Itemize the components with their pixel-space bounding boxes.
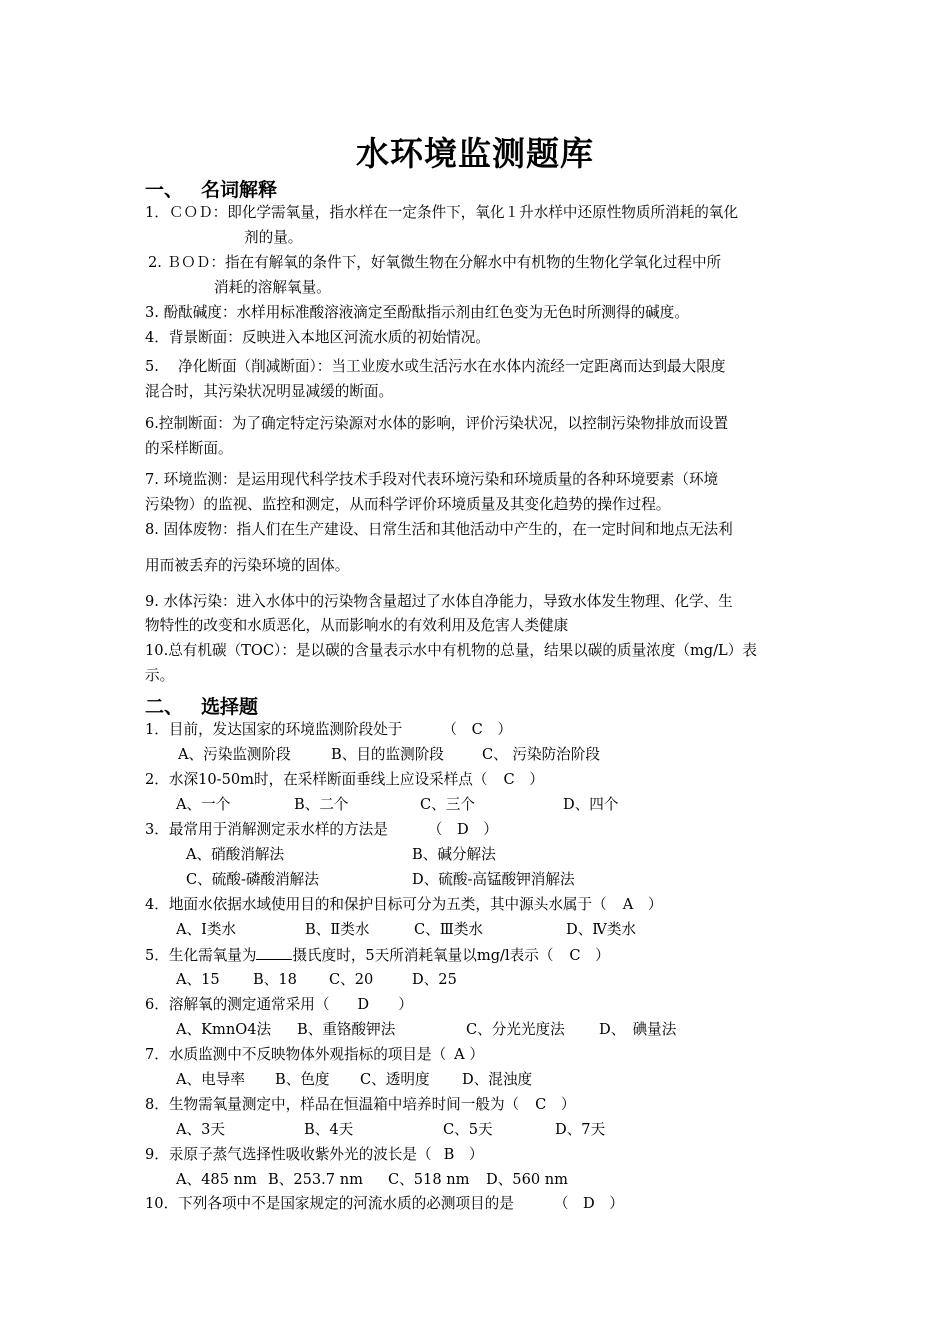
definition-9-line1: 9. 水体污染：进入水体中的污染物含量超过了水体自净能力，导致水体发生物理、化学、生 [145, 593, 733, 610]
definition-3: 3. 酚酞碱度：水样用标准酸溶液滴定至酚酞指示剂由红色变为无色时所测得的碱度。 [145, 304, 689, 321]
definition-7-line2: 污染物）的监视、监控和测定，从而科学评价环境质量及其变化趋势的操作过程。 [145, 496, 671, 513]
definition-2-line2: 消耗的溶解氧量。 [214, 279, 331, 296]
question-text: 6．溶解氧的测定通常采用（ [145, 996, 330, 1013]
section-number: 一、 [145, 179, 184, 201]
option-a: A、污染监测阶段 [178, 746, 291, 763]
question-7 [145, 1045, 484, 1065]
definition-8-line2: 用而被丢弃的污染环境的固体。 [145, 557, 350, 574]
definition-10-line1: 10.总有机碳（TOC）：是以碳的含量表示水中有机物的总量，结果以碳的质量浓度（mg/L）表 [145, 642, 757, 659]
option-b: B、目的监测阶段 [331, 746, 444, 763]
definition-1-line2: 剂的量。 [244, 229, 303, 246]
section-label: 选择题 [201, 696, 259, 718]
option-b: B、4天 [304, 1121, 354, 1138]
option-b: B、二个 [294, 796, 349, 813]
option-d: D、25 [412, 971, 457, 988]
option-c: C、20 [329, 971, 374, 988]
fill-blank [256, 945, 292, 960]
definition-8-line1: 8. 固体废物：指人们在生产建设、日常生活和其他活动中产生的，在一定时间和地点无法利 [145, 521, 733, 538]
option-d: D、560 nm [486, 1171, 569, 1188]
option-b: B、重铬酸钾法 [297, 1021, 396, 1038]
question-1 [145, 720, 512, 740]
definition-4: 4．背景断面：反映进入本地区河流水质的初始情况。 [145, 329, 490, 346]
question-text-before-blank: 5．生化需氧量为 [145, 947, 257, 964]
question-answer: A ） [454, 1046, 484, 1063]
option-d: D、Ⅳ类水 [566, 921, 637, 938]
question-text: 3．最常用于消解测定汞水样的方法是 [145, 821, 388, 838]
question-9 [145, 1145, 484, 1165]
option-a: A、3天 [176, 1121, 226, 1138]
question-answer: D ） [357, 996, 413, 1013]
page-title: 水环境监测题库 [356, 134, 594, 173]
option-c: C、分光光度法 [466, 1021, 565, 1038]
option-c: C、5天 [443, 1121, 493, 1138]
definition-5-line2: 混合时，其污染状况明显减缓的断面。 [145, 383, 394, 400]
section-heading-terms [145, 175, 277, 202]
option-d: D、硫酸-高锰酸钾消解法 [412, 871, 575, 888]
option-a: A、一个 [176, 796, 231, 813]
question-answer: B ） [443, 1146, 484, 1163]
option-a: A、15 [176, 971, 220, 988]
question-answer: C ） [569, 947, 610, 964]
question-answer: （ D ） [553, 1195, 624, 1212]
question-answer: （ C ） [442, 721, 512, 738]
question-3 [145, 820, 498, 840]
question-text: 1．目前，发达国家的环境监测阶段处于 [145, 721, 403, 738]
option-a: A、KmnO4法 [176, 1021, 272, 1038]
question-text: 7．水质监测中不反映物体外观指标的项目是（ [145, 1046, 447, 1063]
definition-10-line2: 示。 [145, 667, 175, 684]
option-d: D、混浊度 [462, 1071, 533, 1088]
question-text: 8．生物需氧量测定中，样品在恒温箱中培养时间一般为（ [145, 1096, 520, 1113]
question-4 [145, 895, 662, 915]
definition-5-line1: 5. 净化断面（削减断面）：当工业废水或生活污水在水体内流经一定距离而达到最大限度 [145, 358, 726, 375]
section-heading-choice [145, 692, 258, 719]
option-a: A、485 nm [176, 1171, 257, 1188]
question-answer: （ D ） [427, 821, 498, 838]
option-d: D、四个 [563, 796, 619, 813]
question-text: 9．汞原子蒸气选择性吸收紫外光的波长是（ [145, 1146, 432, 1163]
option-b: B、253.7 nm [268, 1171, 363, 1188]
question-6 [145, 995, 413, 1015]
definition-2-line1: 2. ＢＯＤ：指在有解氧的条件下，好氧微生物在分解水中有机物的生物化学氧化过程中所 [148, 254, 722, 271]
question-answer: C ） [535, 1096, 576, 1113]
option-a: A、I类水 [176, 921, 237, 938]
question-text: 4．地面水依据水域使用目的和保护目标可分为五类，其中源头水属于（ [145, 896, 607, 913]
option-c: C、透明度 [360, 1071, 430, 1088]
question-8 [145, 1095, 576, 1115]
option-d: D、 碘量法 [599, 1021, 677, 1038]
option-c: C、硫酸-磷酸消解法 [186, 871, 319, 888]
section-number: 二、 [145, 696, 184, 718]
option-b: B、碱分解法 [412, 846, 496, 863]
option-c: C、Ⅲ类水 [414, 921, 484, 938]
option-b: B、色度 [275, 1071, 330, 1088]
definition-1-line1: 1．ＣＯＤ：即化学需氧量，指水样在一定条件下，氧化１升水样中还原性物质所消耗的氧化 [145, 204, 739, 221]
option-d: D、7天 [555, 1121, 606, 1138]
option-c: C、 污染防治阶段 [482, 746, 600, 763]
question-text-after-blank: 摄氏度时，5天所消耗氧量以mg/l表示（ [292, 947, 554, 964]
question-text: 10．下列各项中不是国家规定的河流水质的必测项目的是 [145, 1195, 514, 1212]
option-b: B、Ⅱ类水 [305, 921, 370, 938]
question-answer: A ） [622, 896, 663, 913]
definition-6-line1: 6.控制断面：为了确定特定污染源对水体的影响，评价污染状况，以控制污染物排放而设置 [145, 415, 729, 432]
option-a: A、电导率 [176, 1071, 245, 1088]
question-10 [145, 1194, 624, 1214]
option-c: C、518 nm [388, 1171, 470, 1188]
option-a: A、硝酸消解法 [186, 846, 285, 863]
definition-9-line2: 物特性的改变和水质恶化，从而影响水的有效利用及危害人类健康 [145, 617, 569, 634]
question-2 [145, 770, 544, 790]
option-c: C、三个 [420, 796, 475, 813]
question-5 [145, 945, 610, 966]
question-answer: C ） [503, 771, 544, 788]
definition-7-line1: 7. 环境监测：是运用现代科学技术手段对代表环境污染和环境质量的各种环境要素（环境 [145, 471, 719, 488]
option-b: B、18 [253, 971, 297, 988]
definition-6-line2: 的采样断面。 [145, 440, 233, 457]
question-text: 2．水深10-50m时，在采样断面垂线上应设采样点（ [145, 771, 488, 788]
section-label: 名词解释 [201, 179, 278, 201]
